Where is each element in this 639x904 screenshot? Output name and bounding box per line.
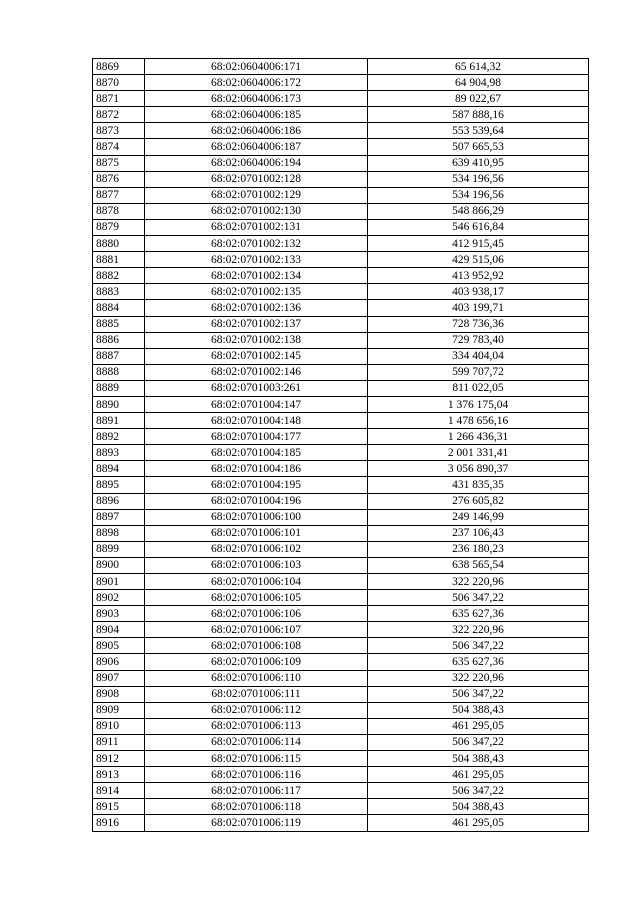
cadastral-value-cell: 553 539,64 [368,123,589,139]
row-number-cell: 8892 [93,429,145,445]
cadastral-value-cell: 546 616,84 [368,219,589,235]
row-number-cell: 8891 [93,413,145,429]
row-number-cell: 8896 [93,493,145,509]
cadastral-number-cell: 68:02:0701006:109 [145,654,368,670]
cadastral-value-cell: 638 565,54 [368,557,589,573]
cadastral-number-cell: 68:02:0701002:146 [145,364,368,380]
cadastral-number-cell: 68:02:0701002:129 [145,187,368,203]
row-number-cell: 8876 [93,171,145,187]
table-row [93,380,589,396]
cadastral-number-cell: 68:02:0604006:187 [145,139,368,155]
table-row [93,686,589,702]
row-number-cell: 8873 [93,123,145,139]
row-number-cell: 8887 [93,348,145,364]
row-number-cell: 8879 [93,219,145,235]
cadastral-value-cell: 431 835,35 [368,477,589,493]
row-number-cell: 8898 [93,525,145,541]
cadastral-number-cell: 68:02:0701003:261 [145,380,368,396]
table-row [93,445,589,461]
cadastral-value-cell: 3 056 890,37 [368,461,589,477]
cadastral-value-cell: 811 022,05 [368,380,589,396]
cadastral-number-cell: 68:02:0701006:116 [145,767,368,783]
row-number-cell: 8900 [93,557,145,573]
cadastral-number-cell: 68:02:0604006:186 [145,123,368,139]
row-number-cell: 8897 [93,509,145,525]
row-number-cell: 8899 [93,541,145,557]
cadastral-value-table [92,58,589,832]
cadastral-number-cell: 68:02:0701004:196 [145,493,368,509]
row-number-cell: 8895 [93,477,145,493]
table-row [93,702,589,718]
cadastral-number-cell: 68:02:0701006:101 [145,525,368,541]
cadastral-value-cell: 506 347,22 [368,638,589,654]
row-number-cell: 8913 [93,767,145,783]
cadastral-number-cell: 68:02:0701004:177 [145,429,368,445]
cadastral-value-cell: 403 199,71 [368,300,589,316]
row-number-cell: 8874 [93,139,145,155]
row-number-cell: 8869 [93,59,145,75]
cadastral-number-cell: 68:02:0701006:115 [145,751,368,767]
row-number-cell: 8877 [93,187,145,203]
cadastral-number-cell: 68:02:0701002:135 [145,284,368,300]
table-row [93,171,589,187]
cadastral-number-cell: 68:02:0701006:112 [145,702,368,718]
table-row [93,316,589,332]
table-row [93,396,589,412]
cadastral-number-cell: 68:02:0701002:133 [145,252,368,268]
table-row [93,461,589,477]
table-row [93,606,589,622]
cadastral-value-cell: 322 220,96 [368,574,589,590]
row-number-cell: 8907 [93,670,145,686]
cadastral-value-cell: 429 515,06 [368,252,589,268]
row-number-cell: 8908 [93,686,145,702]
table-row [93,654,589,670]
table-row [93,622,589,638]
cadastral-value-cell: 506 347,22 [368,783,589,799]
cadastral-value-cell: 728 736,36 [368,316,589,332]
row-number-cell: 8882 [93,268,145,284]
cadastral-number-cell: 68:02:0604006:194 [145,155,368,171]
cadastral-number-cell: 68:02:0701006:107 [145,622,368,638]
table-row [93,638,589,654]
table-row [93,783,589,799]
row-number-cell: 8915 [93,799,145,815]
table-row [93,541,589,557]
table-row [93,203,589,219]
table-row [93,509,589,525]
table-row [93,268,589,284]
cadastral-number-cell: 68:02:0701006:114 [145,734,368,750]
cadastral-number-cell: 68:02:0604006:185 [145,107,368,123]
table-row [93,348,589,364]
cadastral-value-cell: 322 220,96 [368,670,589,686]
cadastral-value-cell: 1 478 656,16 [368,413,589,429]
row-number-cell: 8889 [93,380,145,396]
cadastral-number-cell: 68:02:0701006:102 [145,541,368,557]
cadastral-value-cell: 548 866,29 [368,203,589,219]
cadastral-value-cell: 504 388,43 [368,751,589,767]
row-number-cell: 8870 [93,75,145,91]
cadastral-value-cell: 403 938,17 [368,284,589,300]
row-number-cell: 8902 [93,590,145,606]
cadastral-value-cell: 635 627,36 [368,654,589,670]
table-row [93,219,589,235]
row-number-cell: 8880 [93,236,145,252]
row-number-cell: 8872 [93,107,145,123]
cadastral-value-cell: 504 388,43 [368,799,589,815]
cadastral-value-cell: 322 220,96 [368,622,589,638]
cadastral-number-cell: 68:02:0701002:137 [145,316,368,332]
cadastral-number-cell: 68:02:0701002:136 [145,300,368,316]
table-row [93,557,589,573]
table-row [93,91,589,107]
cadastral-value-cell: 504 388,43 [368,702,589,718]
cadastral-value-cell: 276 605,82 [368,493,589,509]
cadastral-number-cell: 68:02:0604006:172 [145,75,368,91]
row-number-cell: 8893 [93,445,145,461]
table-row [93,139,589,155]
cadastral-value-cell: 635 627,36 [368,606,589,622]
cadastral-value-cell: 639 410,95 [368,155,589,171]
row-number-cell: 8878 [93,203,145,219]
cadastral-value-cell: 237 106,43 [368,525,589,541]
cadastral-number-cell: 68:02:0604006:173 [145,91,368,107]
table-row [93,734,589,750]
cadastral-number-cell: 68:02:0701006:103 [145,557,368,573]
cadastral-value-cell: 89 022,67 [368,91,589,107]
cadastral-value-cell: 461 295,05 [368,718,589,734]
cadastral-number-cell: 68:02:0701002:132 [145,236,368,252]
cadastral-value-cell: 249 146,99 [368,509,589,525]
table-row [93,187,589,203]
cadastral-value-cell: 506 347,22 [368,686,589,702]
table-row [93,767,589,783]
cadastral-value-cell: 534 196,56 [368,171,589,187]
table-row [93,364,589,380]
cadastral-value-cell: 729 783,40 [368,332,589,348]
table-row [93,59,589,75]
cadastral-number-cell: 68:02:0701002:131 [145,219,368,235]
cadastral-number-cell: 68:02:0701006:108 [145,638,368,654]
table-row [93,236,589,252]
cadastral-number-cell: 68:02:0701006:119 [145,815,368,831]
row-number-cell: 8916 [93,815,145,831]
row-number-cell: 8886 [93,332,145,348]
cadastral-value-cell: 599 707,72 [368,364,589,380]
cadastral-value-cell: 412 915,45 [368,236,589,252]
table-row [93,123,589,139]
cadastral-number-cell: 68:02:0701006:117 [145,783,368,799]
cadastral-value-cell: 534 196,56 [368,187,589,203]
cadastral-value-cell: 506 347,22 [368,590,589,606]
cadastral-number-cell: 68:02:0701002:145 [145,348,368,364]
row-number-cell: 8894 [93,461,145,477]
table-row [93,670,589,686]
cadastral-number-cell: 68:02:0701004:148 [145,413,368,429]
cadastral-number-cell: 68:02:0701004:195 [145,477,368,493]
row-number-cell: 8871 [93,91,145,107]
row-number-cell: 8901 [93,574,145,590]
table-row [93,75,589,91]
cadastral-value-cell: 507 665,53 [368,139,589,155]
row-number-cell: 8875 [93,155,145,171]
table-row [93,252,589,268]
table-row [93,155,589,171]
cadastral-number-cell: 68:02:0701006:105 [145,590,368,606]
table-row [93,300,589,316]
cadastral-value-cell: 1 266 436,31 [368,429,589,445]
cadastral-number-cell: 68:02:0701002:138 [145,332,368,348]
table-row [93,413,589,429]
cadastral-value-cell: 461 295,05 [368,767,589,783]
cadastral-number-cell: 68:02:0701002:128 [145,171,368,187]
cadastral-number-cell: 68:02:0701006:118 [145,799,368,815]
table-row [93,718,589,734]
cadastral-value-cell: 461 295,05 [368,815,589,831]
row-number-cell: 8910 [93,718,145,734]
cadastral-number-cell: 68:02:0701006:100 [145,509,368,525]
cadastral-value-cell: 236 180,23 [368,541,589,557]
row-number-cell: 8883 [93,284,145,300]
cadastral-value-cell: 64 904,98 [368,75,589,91]
cadastral-value-cell: 1 376 175,04 [368,396,589,412]
row-number-cell: 8904 [93,622,145,638]
cadastral-value-cell: 65 614,32 [368,59,589,75]
cadastral-value-cell: 334 404,04 [368,348,589,364]
table-row [93,815,589,831]
cadastral-number-cell: 68:02:0701006:110 [145,670,368,686]
row-number-cell: 8912 [93,751,145,767]
table-row [93,284,589,300]
row-number-cell: 8890 [93,396,145,412]
row-number-cell: 8885 [93,316,145,332]
cadastral-number-cell: 68:02:0701004:147 [145,396,368,412]
row-number-cell: 8903 [93,606,145,622]
row-number-cell: 8909 [93,702,145,718]
table-row [93,477,589,493]
row-number-cell: 8906 [93,654,145,670]
cadastral-number-cell: 68:02:0604006:171 [145,59,368,75]
table-row [93,799,589,815]
table-row [93,493,589,509]
cadastral-number-cell: 68:02:0701004:186 [145,461,368,477]
table-row [93,332,589,348]
cadastral-value-cell: 413 952,92 [368,268,589,284]
row-number-cell: 8911 [93,734,145,750]
cadastral-number-cell: 68:02:0701004:185 [145,445,368,461]
cadastral-number-cell: 68:02:0701002:130 [145,203,368,219]
row-number-cell: 8884 [93,300,145,316]
table-row [93,751,589,767]
cadastral-value-cell: 506 347,22 [368,734,589,750]
table-row [93,429,589,445]
cadastral-value-cell: 587 888,16 [368,107,589,123]
table-body [93,59,589,832]
table-row [93,574,589,590]
table-row [93,590,589,606]
cadastral-value-cell: 2 001 331,41 [368,445,589,461]
table-row [93,525,589,541]
cadastral-number-cell: 68:02:0701006:111 [145,686,368,702]
row-number-cell: 8888 [93,364,145,380]
table-row [93,107,589,123]
cadastral-number-cell: 68:02:0701006:113 [145,718,368,734]
row-number-cell: 8914 [93,783,145,799]
cadastral-number-cell: 68:02:0701006:106 [145,606,368,622]
cadastral-number-cell: 68:02:0701002:134 [145,268,368,284]
row-number-cell: 8881 [93,252,145,268]
row-number-cell: 8905 [93,638,145,654]
cadastral-number-cell: 68:02:0701006:104 [145,574,368,590]
